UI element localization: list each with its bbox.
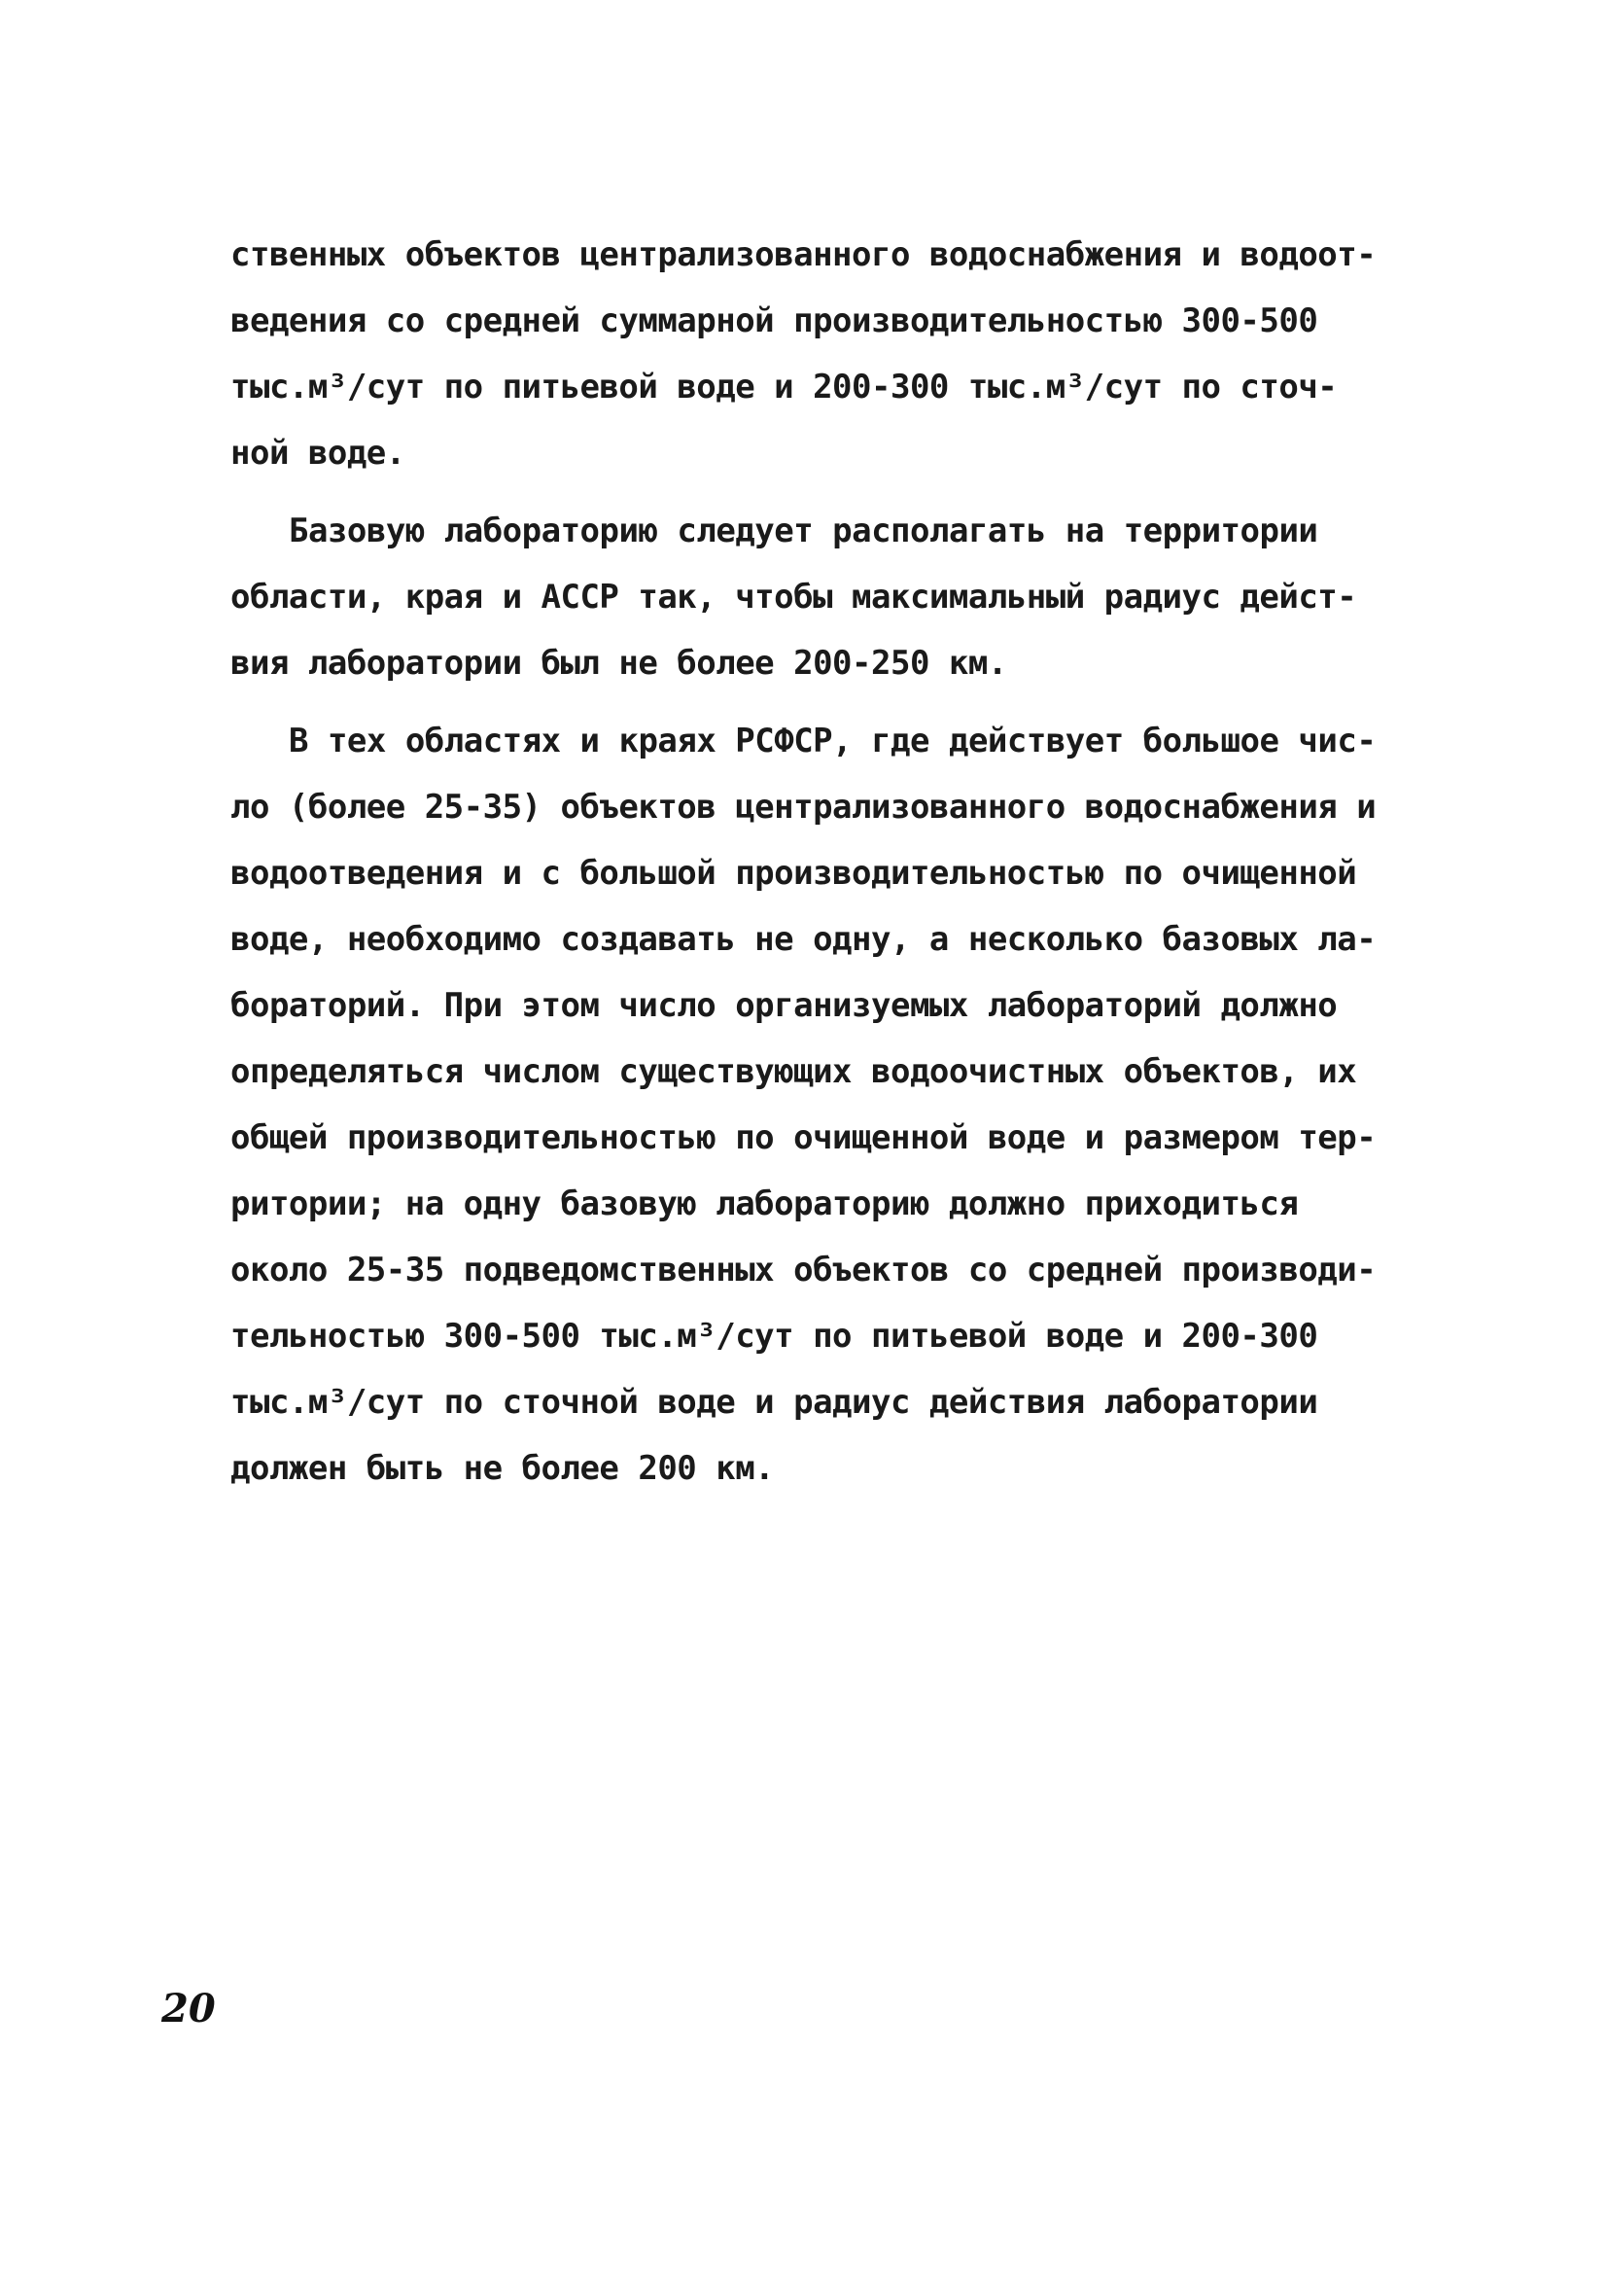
paragraph-line: воде, необходимо создавать не одну, а несколько базовых ла- bbox=[230, 920, 1377, 959]
paragraph-line: ло (более 25-35) объектов централизованного водоснабжения и bbox=[230, 788, 1377, 827]
paragraph-1 bbox=[230, 222, 1436, 486]
paragraph-line: В тех областях и краях РСФСР, где действует большое чис- bbox=[289, 722, 1377, 760]
paragraph-line: Базовую лабораторию следует располагать на территории bbox=[289, 512, 1318, 550]
paragraph-line: водоотведения и с большой производительностью по очищенной bbox=[230, 854, 1357, 893]
paragraph-line: определяться числом существующих водоочистных объектов, их bbox=[230, 1052, 1357, 1091]
paragraph-line: ведения со средней суммарной производительностью 300-500 bbox=[230, 301, 1318, 340]
body-text bbox=[230, 222, 1436, 1501]
paragraph-line: бораторий. При этом число организуемых лабораторий должно bbox=[230, 986, 1338, 1025]
paragraph-line: ритории; на одну базовую лабораторию должно приходиться bbox=[230, 1184, 1299, 1223]
paragraph-line: около 25-35 подведомственных объектов со средней производи- bbox=[230, 1251, 1377, 1289]
paragraph-line: общей производительностью по очищенной воде и размером тер- bbox=[230, 1118, 1377, 1157]
paragraph-2 bbox=[230, 498, 1436, 696]
page-number: 20 bbox=[161, 1986, 216, 2031]
paragraph-3 bbox=[230, 708, 1436, 1501]
paragraph-line: тыс.м³/сут по питьевой воде и 200-300 тыс.м³/сут по сточ- bbox=[230, 368, 1338, 406]
paragraph-line: тельностью 300-500 тыс.м³/сут по питьевой воде и 200-300 bbox=[230, 1317, 1318, 1356]
paragraph-line: вия лаборатории был не более 200-250 км. bbox=[230, 644, 1007, 683]
paragraph-line: должен быть не более 200 км. bbox=[230, 1449, 775, 1488]
paragraph-line: ной воде. bbox=[230, 434, 405, 473]
paragraph-line: области, края и АССР так, чтобы максимальный радиус дейст- bbox=[230, 578, 1357, 617]
paragraph-line: тыс.м³/сут по сточной воде и радиус действия лаборатории bbox=[230, 1383, 1318, 1422]
paragraph-line: ственных объектов централизованного водоснабжения и водоот- bbox=[230, 235, 1377, 274]
